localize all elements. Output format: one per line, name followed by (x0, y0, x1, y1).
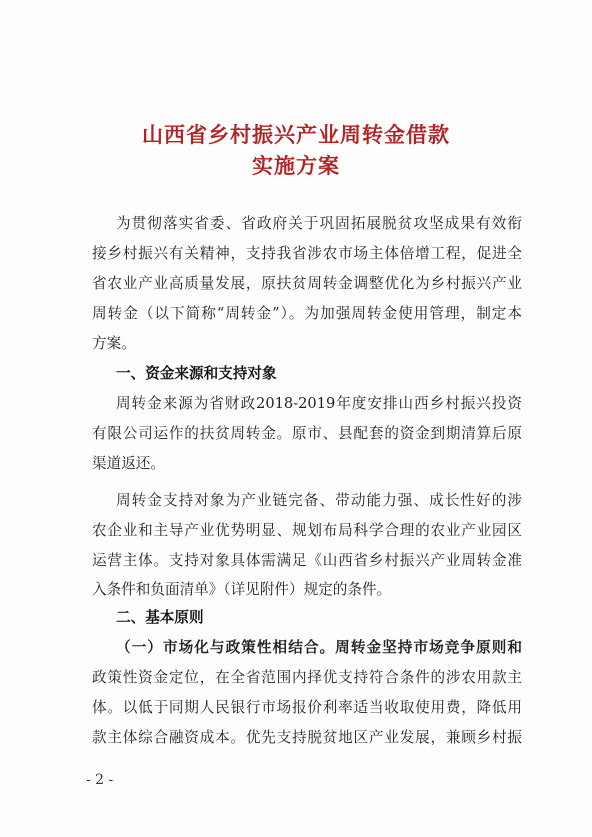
section-heading: 二、基本原则 (116, 609, 204, 626)
text-line: （一）市场化与政策性相结合。周转金坚持市场竞争原则和 (116, 639, 522, 656)
text-line: 周转金来源为省财政2018-2019年度安排山西乡村振兴投资 (116, 395, 522, 412)
text-line: 款主体综合融资成本。优先支持脱贫地区产业发展，兼顾乡村振 (92, 729, 522, 746)
text-line: 周转金（以下简称“周转金”）。为加强周转金使用管理，制定本 (92, 305, 522, 322)
document-subtitle: 实施方案 (252, 153, 340, 178)
text-line: 政策性资金定位，在全省范围内择优支持符合条件的涉农用款主 (92, 669, 522, 686)
text-line: 体。以低于同期人民银行市场报价利率适当收取使用费，降低用 (92, 699, 522, 716)
page-number: - 2 - (86, 772, 114, 788)
text-line: 入条件和负面清单》（详见附件）规定的条件。 (92, 581, 392, 598)
text-line: 接乡村振兴有关精神，支持我省涉农市场主体倍增工程，促进全 (92, 245, 522, 262)
section-heading: 一、资金来源和支持对象 (116, 365, 277, 382)
text-line: 渠道返还。 (92, 455, 165, 472)
text-line: 有限公司运作的扶贫周转金。原市、县配套的资金到期清算后原 (92, 425, 522, 442)
text-line: 周转金支持对象为产业链完备、带动能力强、成长性好的涉 (116, 492, 522, 509)
text-line: 省农业产业高质量发展，原扶贫周转金调整优化为乡村振兴产业 (92, 275, 522, 292)
document-title: 山西省乡村振兴产业周转金借款 (142, 122, 450, 147)
text-line: 农企业和主导产业优势明显、规划布局科学合理的农业产业园区 (92, 522, 522, 539)
text-line: 为贯彻落实省委、省政府关于巩固拓展脱贫攻坚成果有效衔 (116, 215, 522, 232)
text-line: 方案。 (92, 335, 136, 352)
text-line: 运营主体。支持对象具体需满足《山西省乡村振兴产业周转金准 (92, 552, 522, 569)
